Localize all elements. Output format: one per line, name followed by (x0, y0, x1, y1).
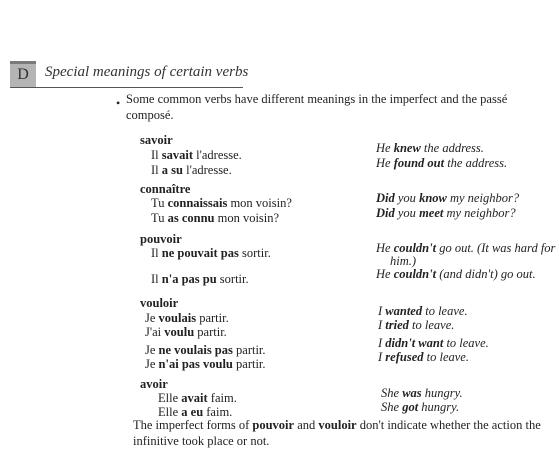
english-translation: He couldn't go out. (It was hard for (376, 241, 556, 255)
french-example: Je ne voulais pas partir. (145, 343, 266, 357)
intro-paragraph: Some common verbs have different meanings in the imperfect and the passé composé. (126, 92, 508, 122)
english-translation: He found out the address. (376, 156, 508, 170)
verb-heading: vouloir (140, 296, 179, 310)
english-translation: I didn't want to leave. (378, 336, 489, 350)
english-translation-continued: him.) (390, 254, 417, 268)
french-example: Il savait l'adresse. (151, 148, 242, 162)
english-translation: She got hungry. (381, 400, 460, 414)
french-example: Elle a eu faim. (158, 405, 233, 419)
english-translation: I tried to leave. (378, 318, 455, 332)
french-example: Elle avait faim. (158, 391, 237, 405)
closing-paragraph: The imperfect forms of pouvoir and vouloir don't indicate whether the action the infinitive took place or not. (133, 418, 541, 448)
verb-heading: avoir (140, 377, 168, 391)
english-translation: He couldn't (and didn't) go out. (376, 267, 536, 281)
verb-heading: savoir (140, 133, 173, 147)
english-translation: Did you meet my neighbor? (376, 206, 516, 220)
french-example: Il n'a pas pu sortir. (151, 272, 249, 286)
section-letter-badge: D (10, 61, 36, 87)
french-example: Tu connaissais mon voisin? (151, 196, 292, 210)
section-title: Special meanings of certain verbs (45, 64, 249, 80)
french-example: Tu as connu mon voisin? (151, 211, 280, 225)
verb-group-vouloir (140, 296, 178, 311)
english-translation: Did you know my neighbor? (376, 191, 520, 205)
verb-group-connaitre (140, 182, 190, 197)
english-translation: She was hungry. (381, 386, 463, 400)
french-example: J'ai voulu partir. (145, 325, 227, 339)
english-translation: He knew the address. (376, 141, 484, 155)
verb-group-savoir (140, 133, 173, 148)
english-translation: I refused to leave. (378, 350, 469, 364)
verb-group-pouvoir (140, 232, 182, 247)
verb-group-avoir (140, 377, 168, 392)
section-underline (10, 87, 243, 88)
french-example: Il a su l'adresse. (151, 163, 232, 177)
french-example: Je n'ai pas voulu partir. (145, 357, 266, 371)
verb-heading: pouvoir (140, 232, 182, 246)
english-translation: I wanted to leave. (378, 304, 468, 318)
french-example: Je voulais partir. (145, 311, 229, 325)
french-example: Il ne pouvait pas sortir. (151, 246, 271, 260)
bullet-icon: • (116, 96, 121, 110)
verb-heading: connaître (140, 182, 191, 196)
